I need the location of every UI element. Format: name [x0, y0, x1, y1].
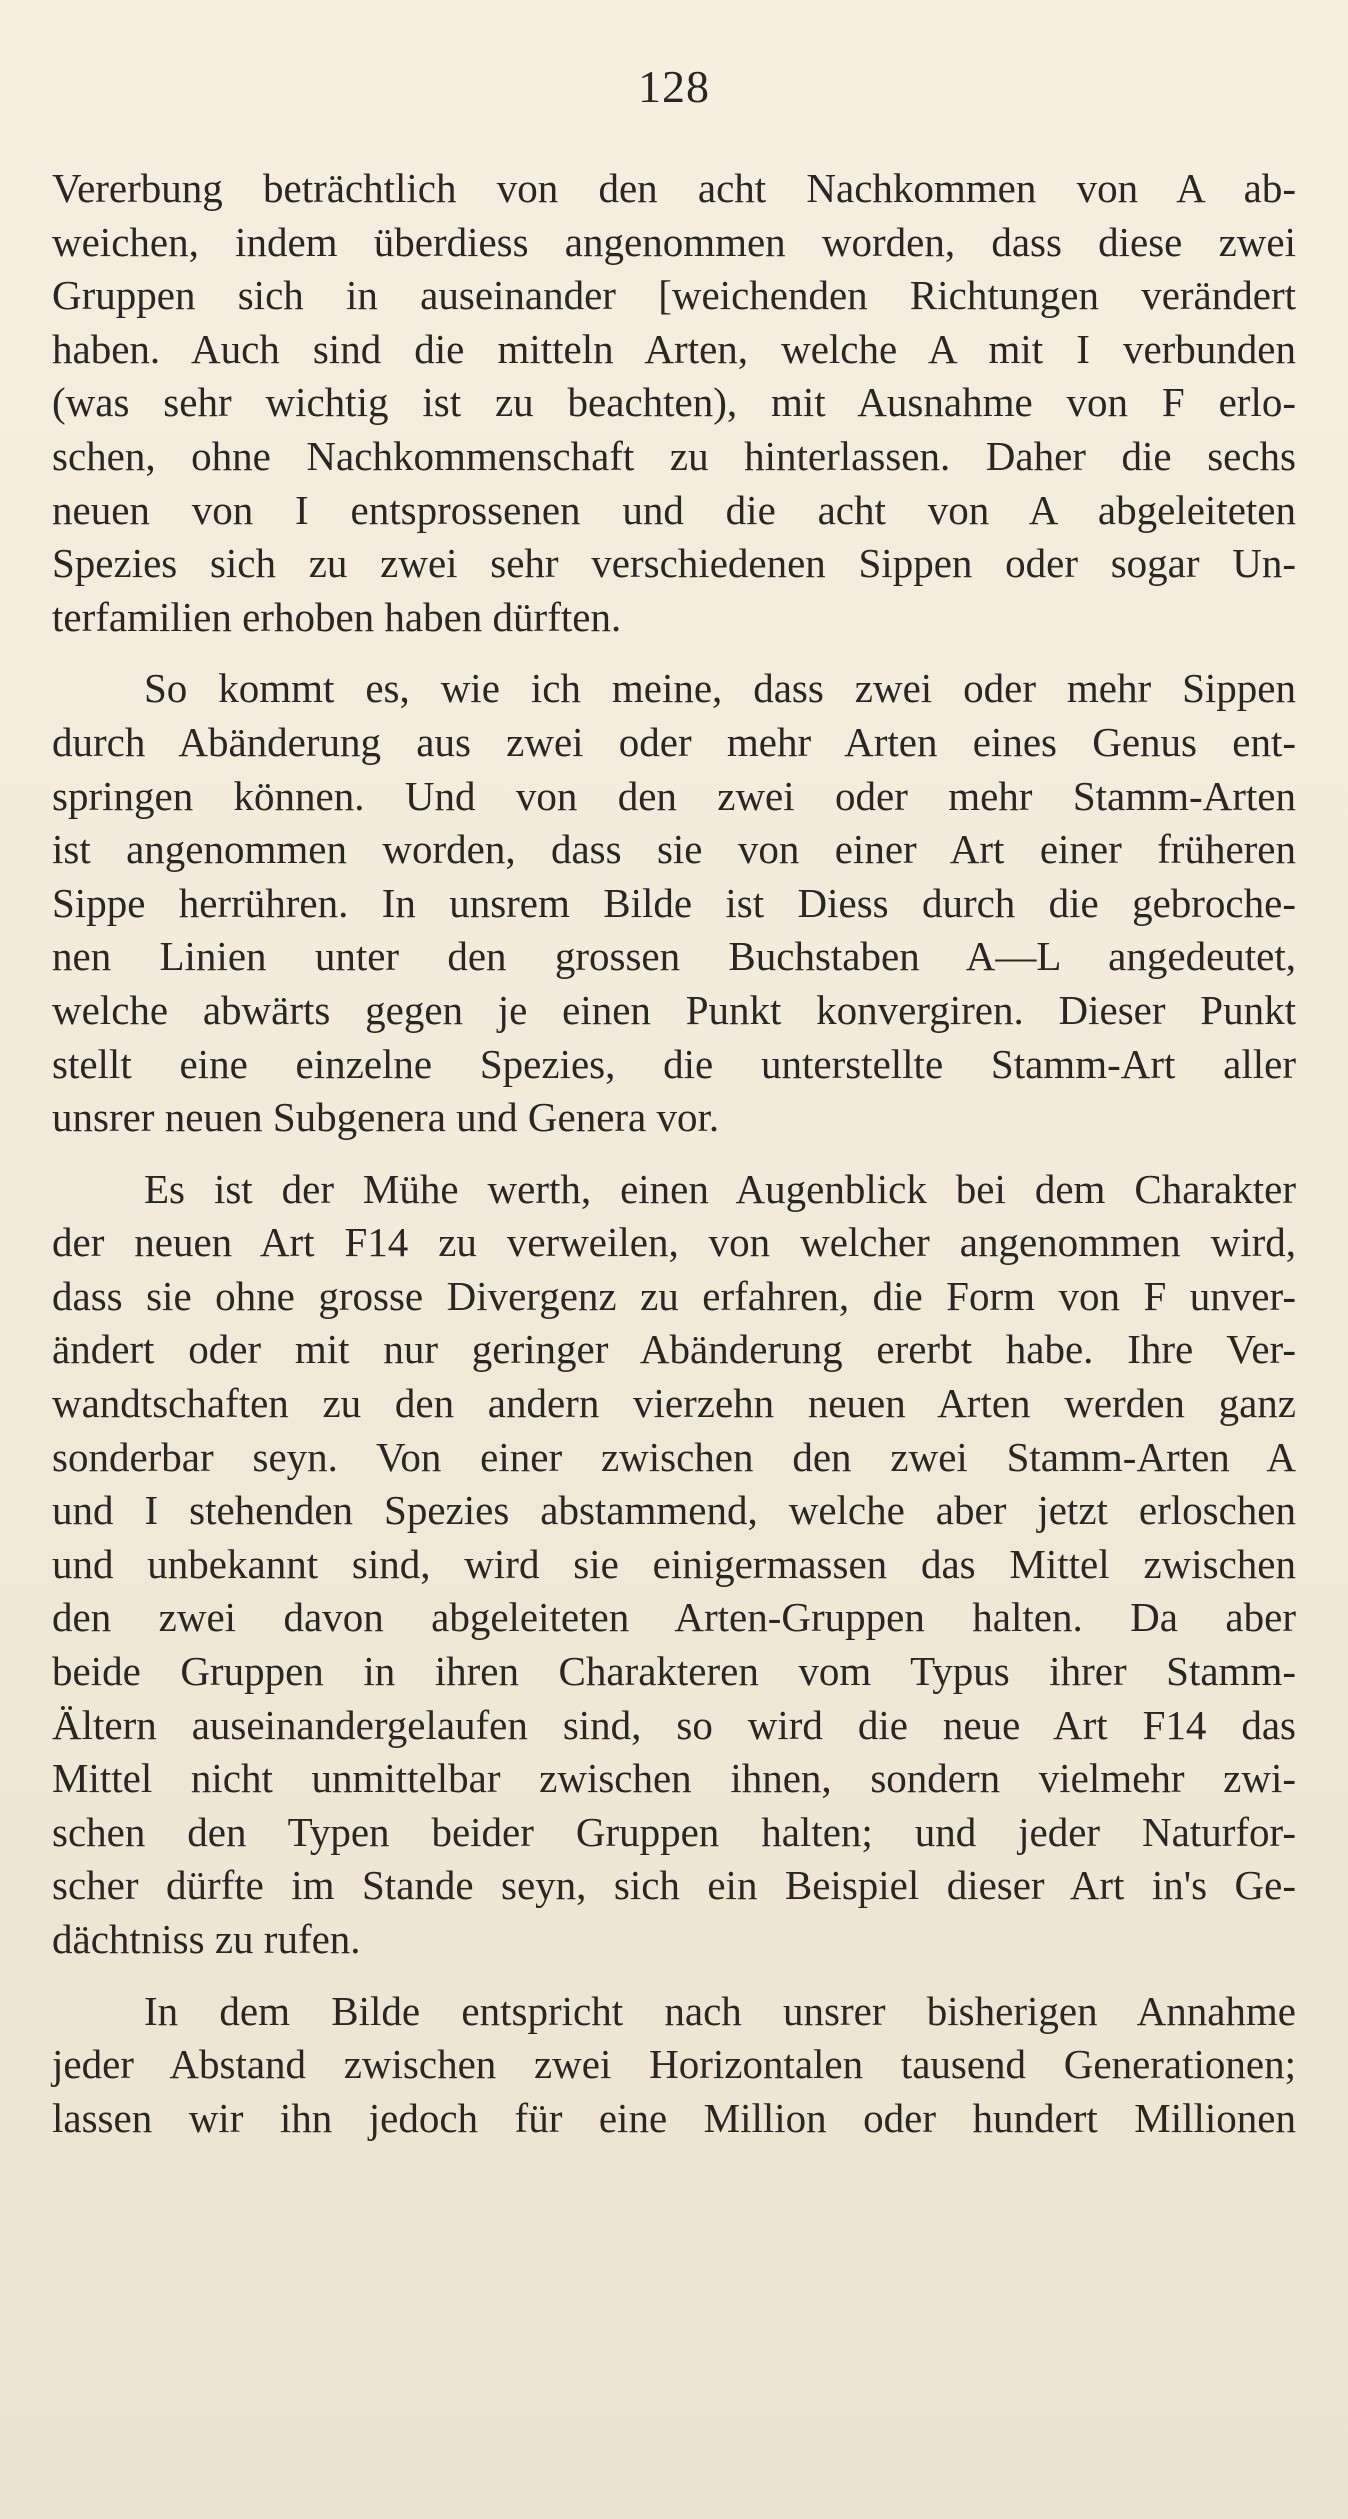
text-line: springen können. Und von den zwei oder mehr Stamm-Arten [52, 772, 1296, 819]
text-line: jeder Abstand zwischen zwei Horizontalen tausend Generationen; [52, 2041, 1296, 2088]
text-line: beide Gruppen in ihren Charakteren vom Typus ihrer Stamm- [52, 1648, 1296, 1695]
page-number: 128 [638, 61, 710, 112]
text-line: In dem Bilde entspricht nach unsrer bisherigen Annahme [144, 1987, 1296, 2034]
text-line: Es ist der Mühe werth, einen Augenblick bei dem Charakter [144, 1165, 1296, 1212]
text-line: Ältern auseinandergelaufen sind, so wird die neue Art F14 das [52, 1701, 1296, 1748]
text-line: scher dürfte im Stande seyn, sich ein Beispiel dieser Art in's Ge- [52, 1862, 1296, 1909]
text-line: terfamilien erhoben haben dürften. [52, 593, 622, 640]
text-line: dächtniss zu rufen. [52, 1916, 361, 1962]
text-line: Mittel nicht unmittelbar zwischen ihnen, sondern vielmehr zwi- [52, 1755, 1296, 1802]
text-line: und unbekannt sind, wird sie einigermassen das Mittel zwischen [52, 1540, 1296, 1587]
text-line: ändert oder mit nur geringer Abänderung ererbt habe. Ihre Ver- [52, 1326, 1296, 1373]
text-line: unsrer neuen Subgenera und Genera vor. [52, 1094, 720, 1141]
paragraph [52, 662, 1296, 1144]
text-line: haben. Auch sind die mitteln Arten, welche A mit I verbunden [52, 325, 1296, 372]
text-line: Sippe herrühren. In unsrem Bilde ist Diess durch die gebroche- [52, 879, 1296, 926]
text-line: Gruppen sich in auseinander [weichenden Richtungen verändert [52, 272, 1296, 319]
paragraph [52, 162, 1296, 644]
paragraph [52, 1985, 1296, 2146]
text-line: weichen, indem überdiess angenommen worden, dass diese zwei [52, 218, 1296, 265]
text-line: schen den Typen beider Gruppen halten; und jeder Naturfor- [52, 1808, 1296, 1855]
text-line: lassen wir ihn jedoch für eine Million oder hundert Millionen [52, 2094, 1296, 2141]
text-line: der neuen Art F14 zu verweilen, von welcher angenommen wird, [52, 1219, 1296, 1266]
text-line: durch Abänderung aus zwei oder mehr Arten eines Genus ent- [52, 718, 1296, 765]
text-line: schen, ohne Nachkommenschaft zu hinterlassen. Daher die sechs [52, 432, 1296, 479]
text-line: Spezies sich zu zwei sehr verschiedenen Sippen oder sogar Un- [52, 540, 1296, 587]
text-line: (was sehr wichtig ist zu beachten), mit Ausnahme von F erlo- [52, 379, 1296, 426]
text-line: nen Linien unter den grossen Buchstaben A—L angedeutet, [52, 933, 1296, 980]
text-line: stellt eine einzelne Spezies, die unterstellte Stamm-Art aller [52, 1040, 1296, 1087]
text-line: neuen von I entsprossenen und die acht von A abgeleiteten [52, 486, 1296, 533]
text-line: dass sie ohne grosse Divergenz zu erfahren, die Form von F unver- [52, 1272, 1296, 1319]
text-line: ist angenommen worden, dass sie von einer Art einer früheren [52, 826, 1296, 873]
text-line: wandtschaften zu den andern vierzehn neuen Arten werden ganz [52, 1380, 1296, 1427]
text-line: Vererbung beträchtlich von den acht Nachkommen von A ab- [52, 165, 1296, 211]
text-line: und I stehenden Spezies abstammend, welche aber jetzt erloschen [52, 1487, 1296, 1534]
text-line: So kommt es, wie ich meine, dass zwei oder mehr Sippen [144, 665, 1296, 712]
text-line: sonderbar seyn. Von einer zwischen den zwei Stamm-Arten A [52, 1433, 1296, 1480]
body-text [52, 162, 1296, 2145]
text-line: den zwei davon abgeleiteten Arten-Gruppen halten. Da aber [52, 1594, 1296, 1641]
paragraph [52, 1163, 1296, 1967]
text-line: welche abwärts gegen je einen Punkt konvergiren. Dieser Punkt [52, 986, 1296, 1033]
